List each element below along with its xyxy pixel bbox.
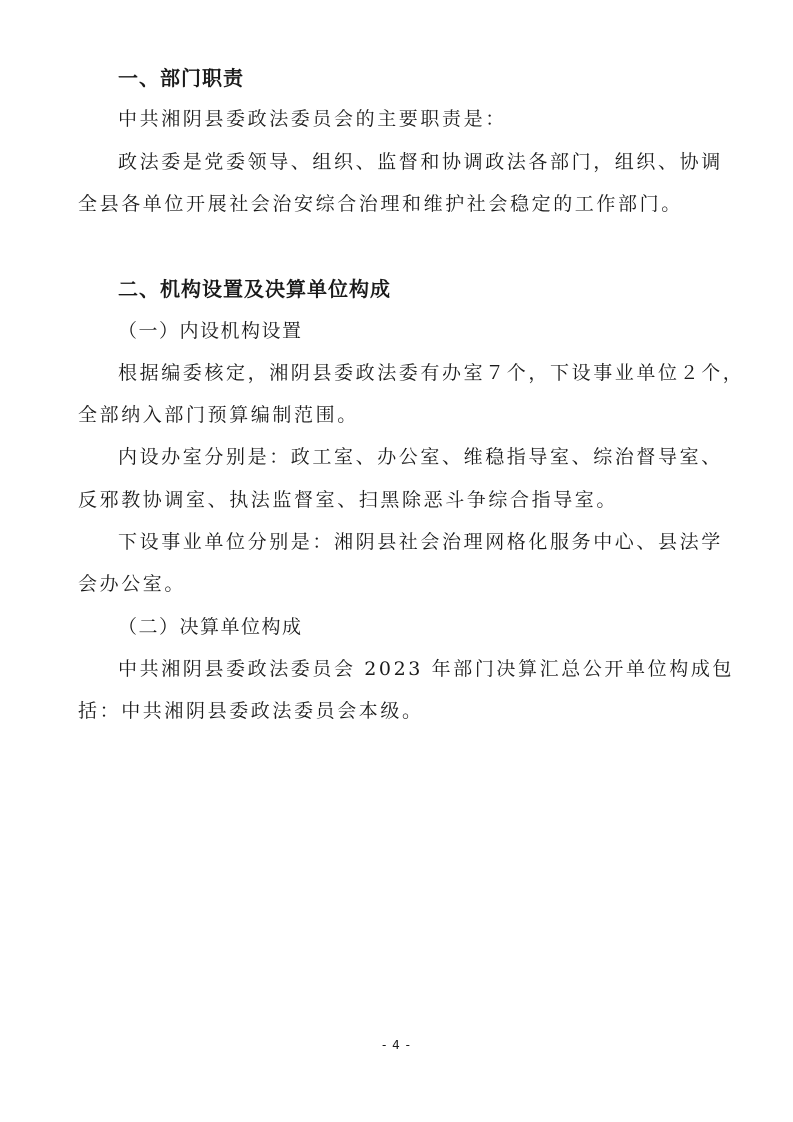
subsection1-para1-line1: 根据编委核定，湘阴县委政法委有办室７个，下设事业单位２个， xyxy=(118,362,745,384)
section1-heading: 一、部门职责 xyxy=(118,66,244,90)
section2-heading: 二、机构设置及决算单位构成 xyxy=(118,277,391,301)
subsection1-title: （一）内设机构设置 xyxy=(118,320,303,342)
subsection1-para2-line1: 内设办室分别是：政工室、办公室、维稳指导室、综治督导室、 xyxy=(118,446,723,468)
subsection1-para3-line1: 下设事业单位分别是：湘阴县社会治理网格化服务中心、县法学 xyxy=(118,531,723,553)
subsection2-para1-line1: 中共湘阴县委政法委员会 2023 年部门决算汇总公开单位构成包 xyxy=(118,658,735,680)
page-number: - 4 - xyxy=(382,1038,411,1052)
section1-intro: 中共湘阴县委政法委员会的主要职责是： xyxy=(118,108,507,130)
subsection1-para3-line2: 会办公室。 xyxy=(78,573,187,595)
subsection1-para1-line2: 全部纳入部门预算编制范围。 xyxy=(78,404,359,426)
section1-para1-line2: 全县各单位开展社会治安综合治理和维护社会稳定的工作部门。 xyxy=(78,193,683,215)
subsection2-title: （二）决算单位构成 xyxy=(118,616,303,638)
subsection2-para1-line2: 括：中共湘阴县委政法委员会本级。 xyxy=(78,700,424,722)
section1-para1-line1: 政法委是党委领导、组织、监督和协调政法各部门，组织、协调 xyxy=(118,151,723,173)
subsection1-para2-line2: 反邪教协调室、执法监督室、扫黑除恶斗争综合指导室。 xyxy=(78,489,619,511)
